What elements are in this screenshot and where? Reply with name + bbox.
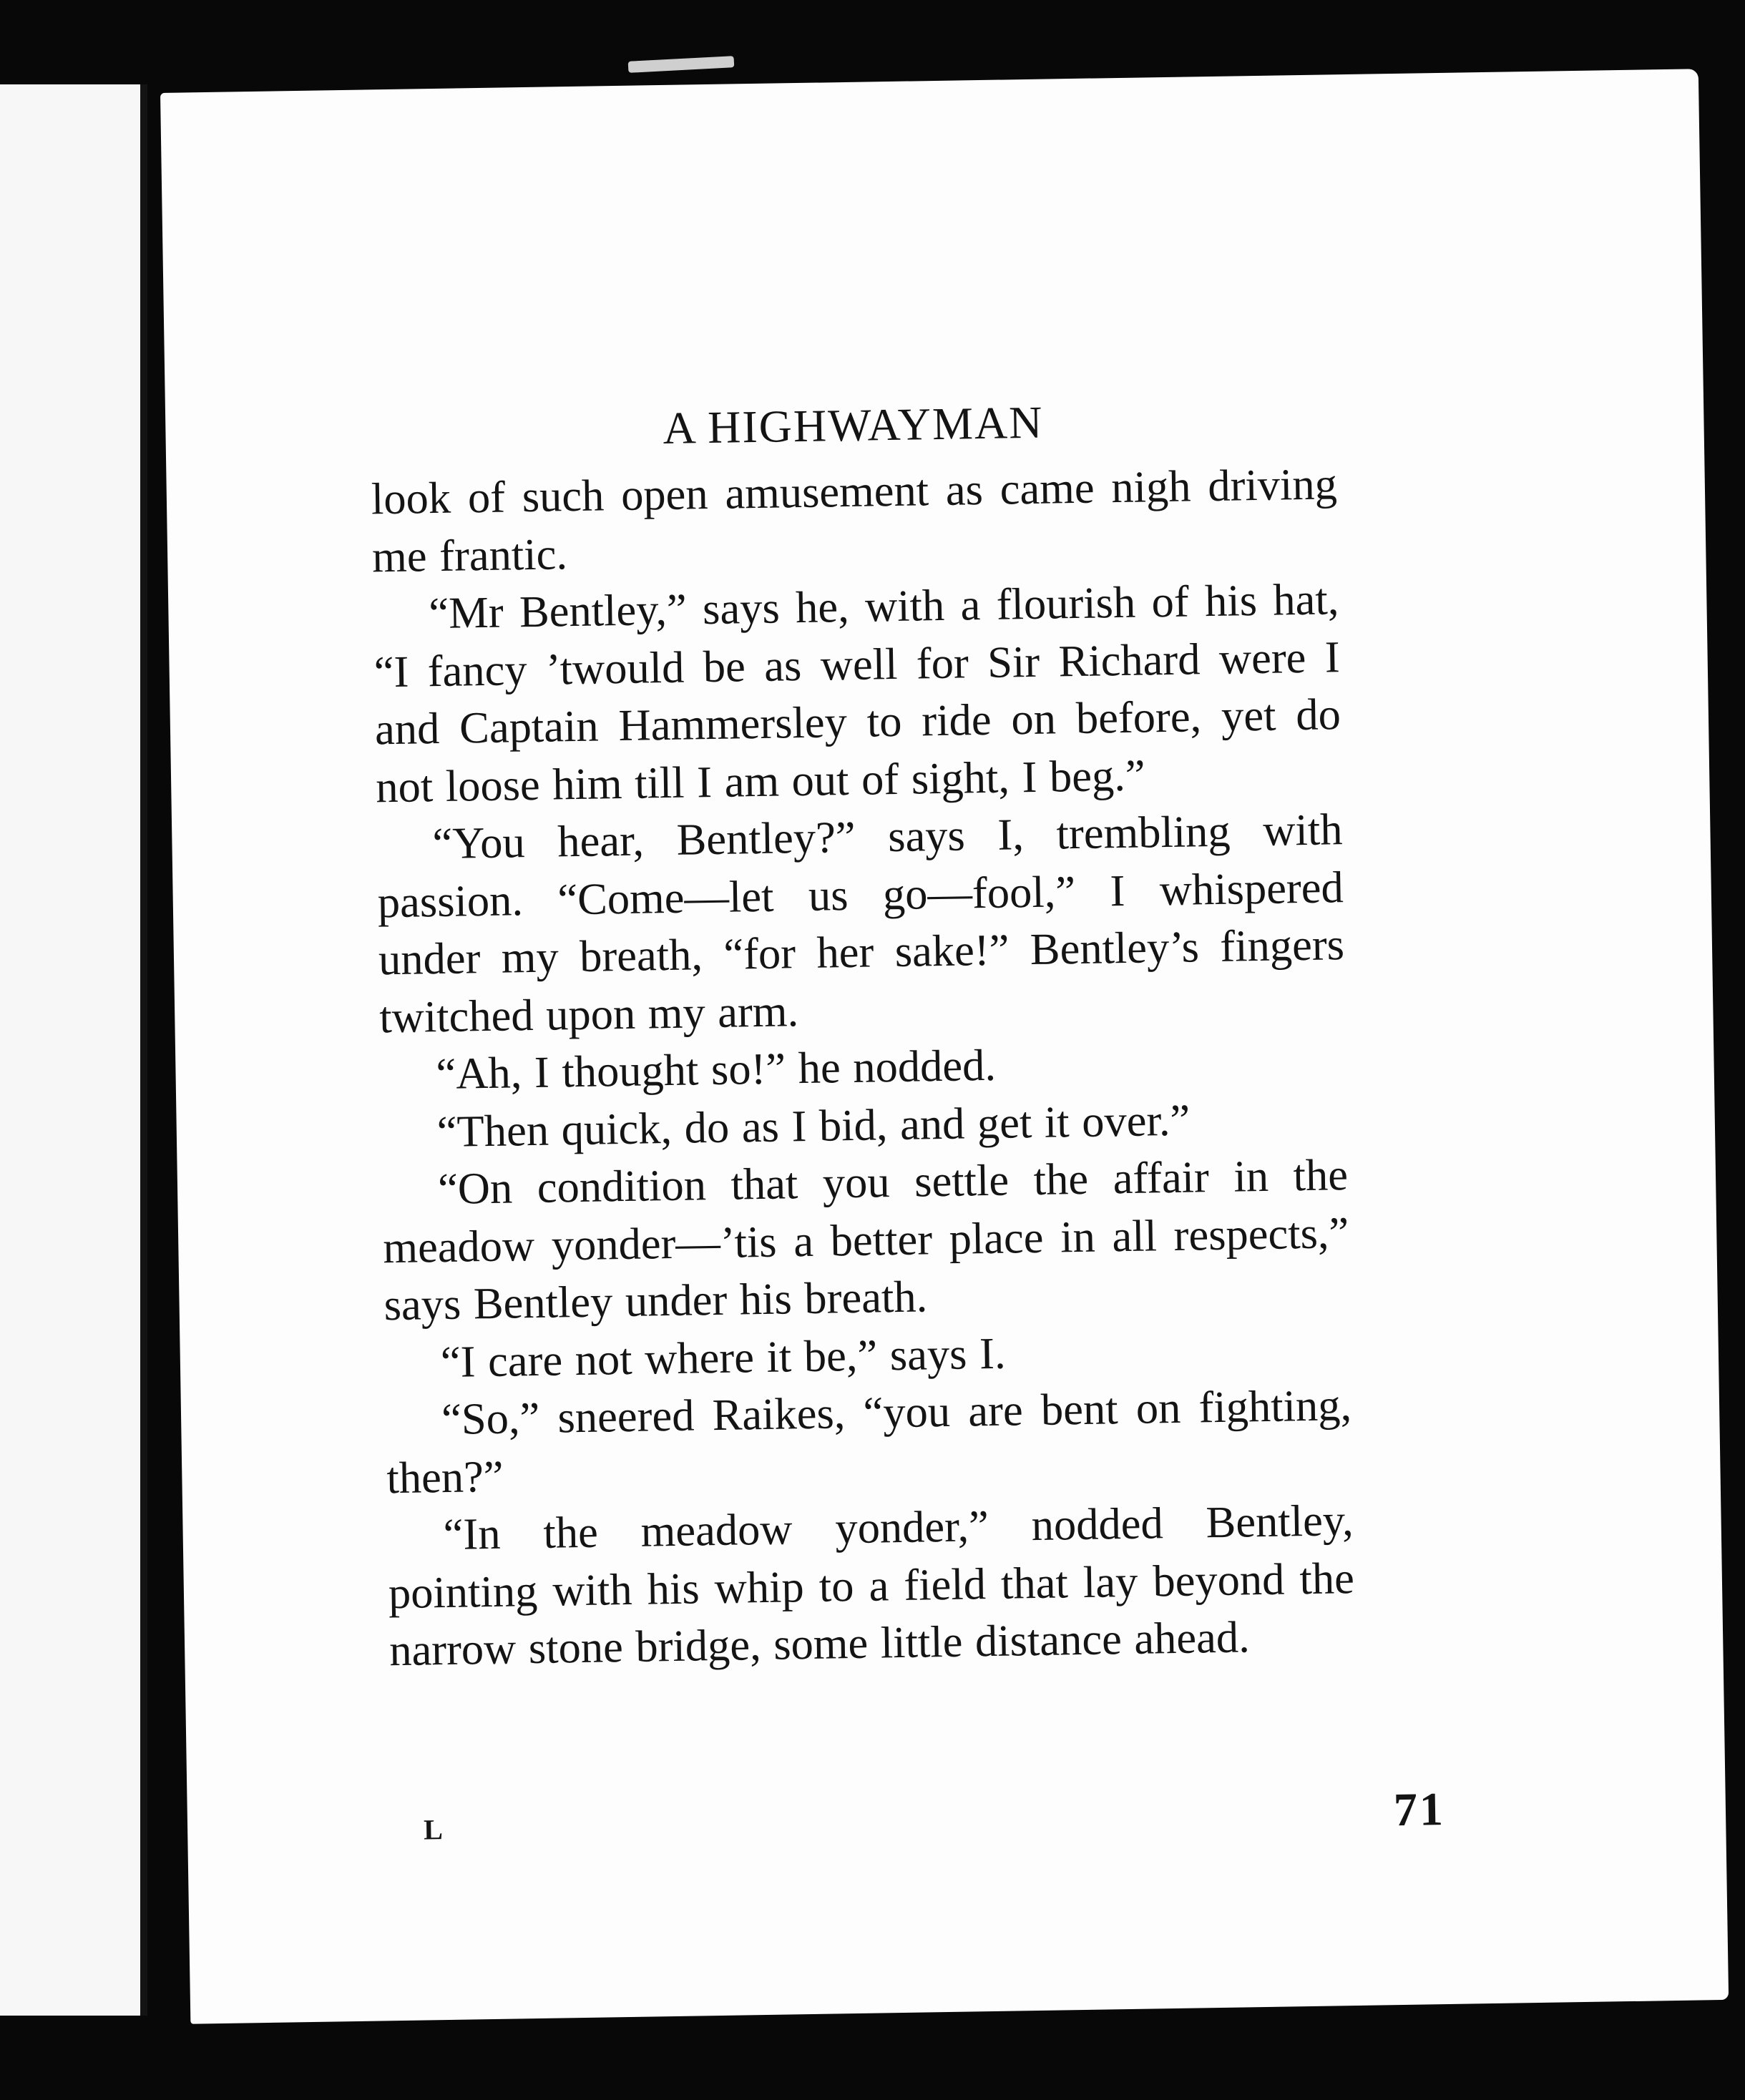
paragraph: “Ah, I thought so!” he nodded. [436,1039,997,1099]
paragraph: look of such open amusement as came nigh driving me frantic. [371,458,1338,582]
running-head: A HIGHWAYMAN [662,396,1044,454]
paragraph: “I care not where it be,” says I. [440,1328,1007,1387]
left-page-edge [0,84,147,2016]
paragraph: “Mr Bentley,” says he, with a flourish of his hat, “I fancy ’twould be as well for Sir Richard were I and Captain Hammersley to ride on before, yet do not loose him till I am out of sight, I beg.” [373,574,1341,812]
paragraph: “So,” sneered Raikes, “you are bent on fighting, then?” [386,1380,1352,1503]
paragraph: “Then quick, do as I bid, and get it over.” [436,1094,1191,1157]
paragraph: “In the meadow yonder,” nodded Bentley, pointing with his whip to a field that lay beyond the narrow stone bridge, some little distance ahead. [388,1495,1355,1676]
paragraph: “You hear, Bentley?” says I, trembling with passion. “Come—let us go—fool,” I whispered under my breath, “for her sake!” Bentley’s fingers twitched upon my arm. [377,804,1345,1042]
page-number: 71 [1393,1783,1446,1837]
signature-mark: L [423,1813,445,1846]
paragraph: “On condition that you settle the affair in the meadow yonder—’tis a better place in all respects,” says Bentley under his breath. [382,1149,1349,1330]
book-page [160,69,1729,2023]
body-text [371,455,1355,1679]
text-block [368,303,1446,1846]
book-gutter [140,84,147,2016]
scan-smudge [628,56,735,73]
